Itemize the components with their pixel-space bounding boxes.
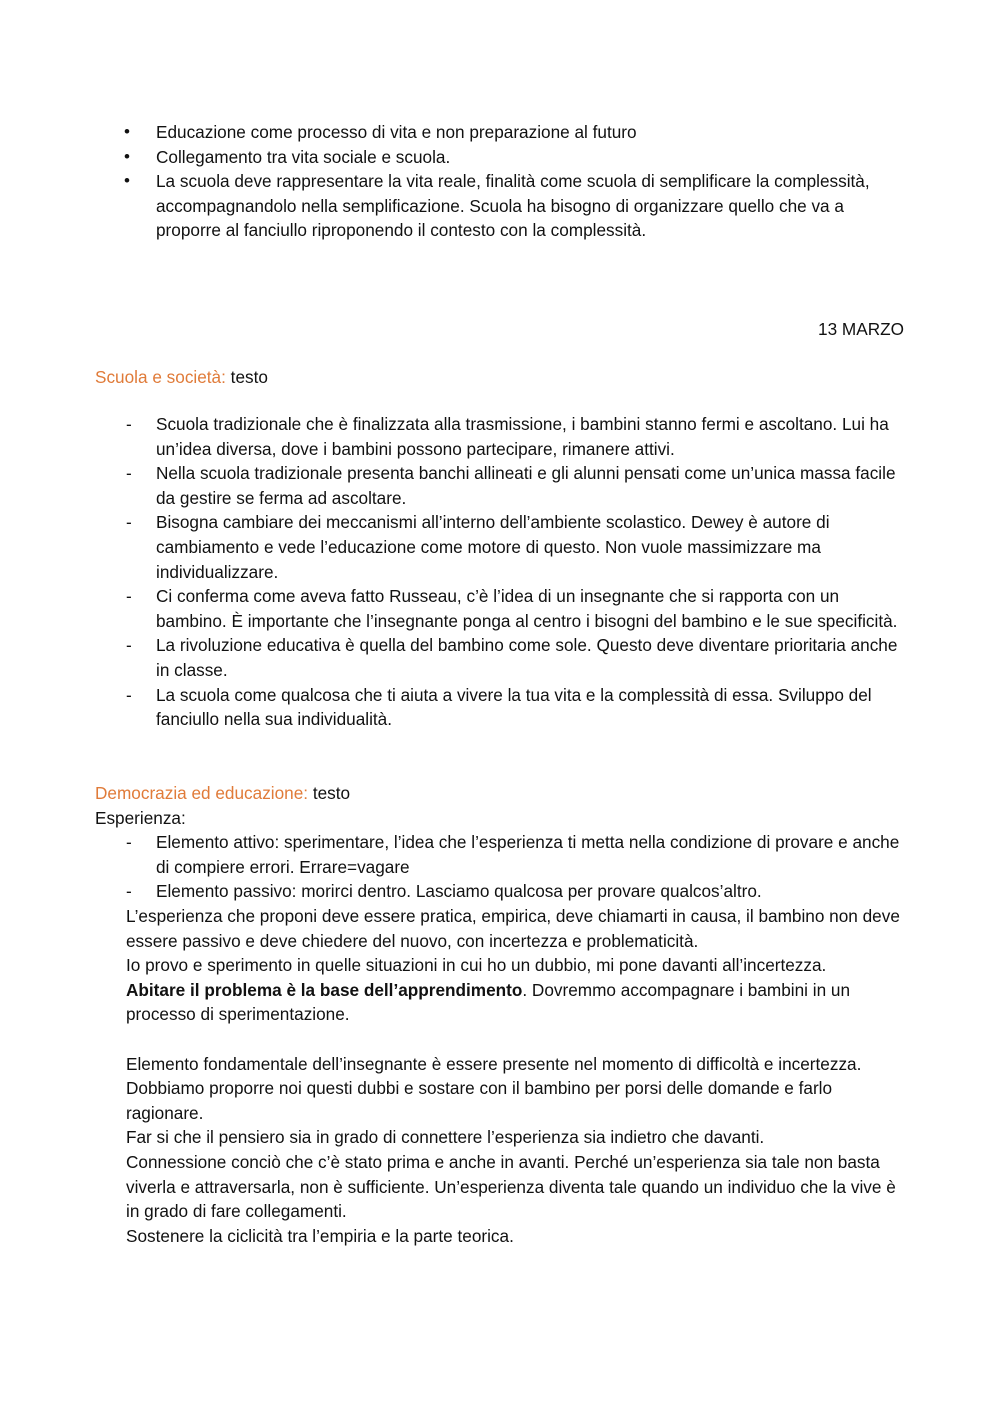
paragraph: Far si che il pensiero sia in grado di connettere l’esperienza sia indietro che davanti. bbox=[126, 1127, 765, 1148]
list-item-text: Collegamento tra vita sociale e scuola. bbox=[156, 146, 451, 167]
list-item-text: La scuola come qualcosa che ti aiuta a vivere la tua vita e la complessità di essa. Sviluppo del fanciullo nella sua individualità. bbox=[156, 684, 872, 730]
list-item bbox=[0, 633, 906, 682]
date-label: 13 MARZO bbox=[818, 319, 904, 339]
section-heading-scuola bbox=[0, 365, 1000, 390]
dash-icon: - bbox=[126, 586, 132, 607]
section-heading-democrazia bbox=[0, 781, 1000, 806]
paragraph: Io provo e sperimento in quelle situazioni in cui ho un dubbio, mi pone davanti all’incertezza. bbox=[126, 955, 827, 976]
paragraph: Connessione conciò che c’è stato prima e anche in avanti. Perché un’esperienza sia tale non basta viverla e attraversarla, non è sufficiente. Un’esperienza diventa tale quando un individuo che la vive è in grado di fare collegamenti. bbox=[126, 1151, 896, 1222]
section-heading-suffix: testo bbox=[225, 367, 268, 387]
list-item bbox=[0, 169, 906, 243]
list-item bbox=[0, 120, 906, 145]
list-item bbox=[0, 510, 906, 584]
top-bullet-list bbox=[0, 120, 1000, 243]
bold-statement: Abitare il problema è la base dell’apprendimento bbox=[126, 979, 523, 1000]
list-item bbox=[0, 145, 906, 170]
list-item bbox=[0, 584, 906, 633]
paragraph-rest: . Dovremmo accompagnare i bambini in un processo di sperimentazione. bbox=[126, 979, 851, 1025]
list-item-text: La rivoluzione educativa è quella del bambino come sole. Questo deve diventare prioritaria anche in classe. bbox=[156, 635, 898, 680]
list-item-text: Scuola tradizionale che è finalizzata alla trasmissione, i bambini stanno fermi e ascoltano. Lui ha un’idea diversa, dove i bambini possono partecipare, rimanere attivi. bbox=[156, 414, 889, 459]
list-item-text: Bisogna cambiare dei meccanismi all’interno dell’ambiente scolastico. Dewey è autore di cambiamento e vede l’educazione come motore di questo. Non vuole massimizzare ma individualizzare. bbox=[156, 512, 830, 582]
bullet-icon: • bbox=[124, 122, 130, 141]
section-heading-title: Scuola e società: bbox=[95, 367, 226, 387]
list-item bbox=[0, 830, 906, 879]
list-item-text: Ci conferma come aveva fatto Russeau, c’è l’idea di un insegnante che si rapporta con un bambino. È importante che l’insegnante ponga al centro i bisogni del bambino e le sue specificità. bbox=[156, 586, 898, 631]
paragraph: Elemento fondamentale dell’insegnante è essere presente nel momento di difficoltà e incertezza. Dobbiamo proporre noi questi dubbi e sostare con il bambino per porsi delle domande e farlo ragionare. bbox=[126, 1053, 862, 1123]
list-item bbox=[0, 412, 906, 461]
list-item bbox=[0, 683, 906, 732]
dash-icon: - bbox=[126, 832, 132, 852]
section1-dash-list bbox=[0, 412, 1000, 732]
paragraph bbox=[0, 978, 906, 1027]
dash-icon: - bbox=[126, 414, 132, 434]
section2-body bbox=[0, 904, 1000, 1248]
dash-icon: - bbox=[126, 684, 132, 705]
list-item bbox=[0, 879, 906, 904]
dash-icon: - bbox=[126, 512, 132, 533]
paragraph: Sostenere la ciclicità tra l’empiria e la parte teorica. bbox=[126, 1225, 514, 1246]
section-heading-suffix: testo bbox=[308, 783, 351, 803]
list-item-text: La scuola deve rappresentare la vita reale, finalità come scuola di semplificare la complessità, accompagnandolo nella semplificazione. Scuola ha bisogno di organizzare quello che va a proporre al fanciullo riproponendo il contesto con la complessità. bbox=[156, 171, 870, 241]
section-heading-title: Democrazia ed educazione: bbox=[95, 783, 309, 803]
list-item-text: Elemento passivo: morirci dentro. Lasciamo qualcosa per provare qualcos’altro. bbox=[156, 881, 762, 902]
bullet-icon: • bbox=[124, 146, 130, 166]
subheading-esperienza: Esperienza: bbox=[95, 808, 186, 828]
bullet-icon: • bbox=[124, 171, 130, 191]
list-item-text: Educazione come processo di vita e non preparazione al futuro bbox=[156, 122, 637, 142]
dash-icon: - bbox=[126, 635, 132, 656]
list-item-text: Elemento attivo: sperimentare, l’idea che l’esperienza ti metta nella condizione di provare e anche di compiere errori. Errare=vagare bbox=[156, 832, 900, 877]
list-item bbox=[0, 461, 906, 510]
list-item-text: Nella scuola tradizionale presenta banchi allineati e gli alunni pensati come un’unica massa facile da gestire se ferma ad ascoltare. bbox=[156, 463, 896, 508]
dash-icon: - bbox=[126, 881, 132, 902]
section2-dash-list bbox=[0, 830, 1000, 904]
dash-icon: - bbox=[126, 463, 132, 484]
paragraph: L’esperienza che proponi deve essere pratica, empirica, deve chiamarti in causa, il bambino non deve essere passivo e deve chiedere del nuovo, con incertezza e problematicità. bbox=[126, 906, 900, 951]
